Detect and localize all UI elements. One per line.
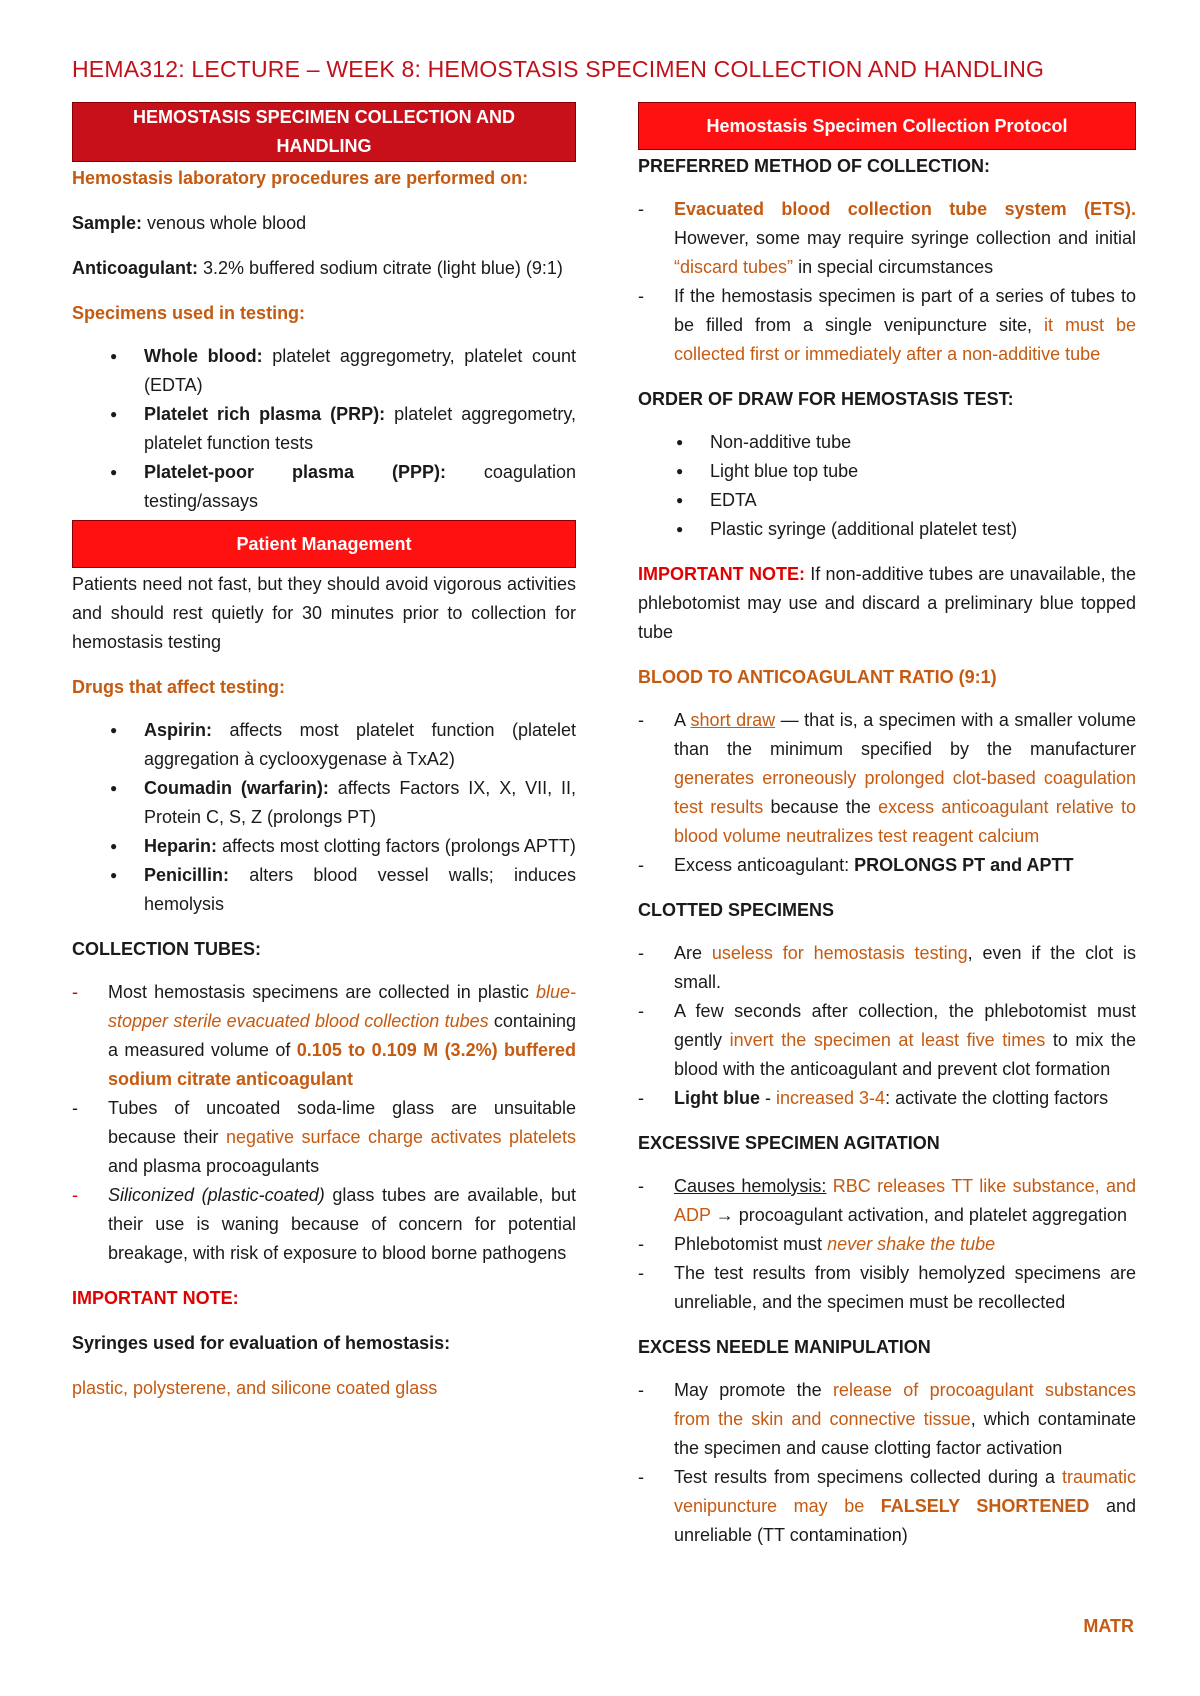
- left-column: [72, 102, 576, 1403]
- section-banner-collection: [72, 102, 576, 162]
- list-item: - Siliconized (plastic-coated) glass tubes are available, but their use is waning because of concern for potential breakage, with risk of exposure to blood borne pathogens: [72, 1185, 576, 1263]
- text: → procoagulant activation, and platelet aggregation: [710, 1205, 1127, 1225]
- list-item: [72, 400, 576, 458]
- text: increased 3-4: [775, 1088, 886, 1108]
- item-text: affects Factors IX, X, VII, II, Protein C, S, Z (prolongs PT): [144, 778, 576, 827]
- text: However, some may require syringe collection and initial: [674, 228, 1136, 248]
- list-item: - Evacuated blood collection tube system (ETS). However, some may require syringe collection and initial “discard tubes” in special circumstances: [638, 199, 1136, 277]
- text: IMPORTANT NOTE:: [638, 564, 805, 584]
- preferred-heading: PREFERRED METHOD OF COLLECTION:: [638, 156, 990, 176]
- list-item: - Phlebotomist must never shake the tube: [638, 1234, 996, 1254]
- text: FALSELY SHORTENED: [880, 1496, 1090, 1516]
- ratio-list: [638, 706, 1136, 880]
- patient-text: Patients need not fast, but they should avoid vigorous activities and should rest quietly for 30 minutes prior to collection for hemostasis testing: [72, 574, 576, 652]
- list-item: - May promote the release of procoagulant substances from the skin and connective tissue, which contaminate the specimen and cause clotting factor activation: [638, 1380, 1136, 1458]
- list-item: ● Light blue top tube: [638, 457, 1136, 486]
- text: in special circumstances: [793, 257, 994, 277]
- section-banner-protocol: Hemostasis Specimen Collection Protocol: [638, 102, 1136, 150]
- text: release of procoagulant substances from the skin and connective tissue: [674, 1380, 1136, 1429]
- text: invert the specimen at least five times: [729, 1030, 1046, 1050]
- sample-line: [72, 209, 576, 238]
- anticoagulant-value: 3.2% buffered sodium citrate (light blue) (9:1): [198, 258, 563, 278]
- ratio-heading: BLOOD TO ANTICOAGULANT RATIO (9:1): [638, 667, 997, 687]
- list-item: ● Non-additive tube: [638, 428, 1136, 457]
- agitation-heading: EXCESSIVE SPECIMEN AGITATION: [638, 1133, 940, 1153]
- important-note-heading: IMPORTANT NOTE:: [72, 1288, 239, 1308]
- text: containing a measured volume of: [108, 1011, 576, 1060]
- list-item: [72, 458, 576, 516]
- text: never shake the tube: [827, 1234, 996, 1254]
- list-item: [72, 716, 576, 774]
- text: Phlebotomist must: [674, 1234, 828, 1254]
- list-item: [72, 861, 576, 919]
- text: If non-additive tubes are unavailable, the phlebotomist may use and discard a preliminary blue topped tube: [638, 564, 1136, 642]
- text: Tubes of uncoated soda-lime glass are unsuitable because their: [108, 1098, 576, 1147]
- text: A: [674, 710, 691, 730]
- banner-line-2: HANDLING: [276, 136, 372, 156]
- syringes-heading: Syringes used for evaluation of hemostasis:: [72, 1333, 451, 1353]
- right-column: [638, 102, 1136, 1550]
- text: , even if the clot is small.: [674, 943, 1137, 992]
- list-item: - Most hemostasis specimens are collected in plastic blue-stopper sterile evacuated blood collection tubes containing a measured volume of 0.105 to 0.109 M (3.2%) buffered sodium citrate anticoagulant: [72, 982, 577, 1089]
- text: Light blue: [674, 1088, 760, 1108]
- specimens-heading: Specimens used in testing:: [72, 303, 306, 323]
- text: Most hemostasis specimens are collected in plastic: [108, 982, 536, 1002]
- anticoagulant-label: Anticoagulant:: [72, 258, 198, 278]
- list-item: - If the hemostasis specimen is part of a series of tubes to be filled from a single venipuncture site, it must be collected first or immediately after a non-additive tube: [638, 286, 1136, 364]
- important-note: [638, 560, 1136, 647]
- list-item: - Tubes of uncoated soda-lime glass are unsuitable because their negative surface charge activates platelets and plasma procoagulants: [72, 1098, 576, 1176]
- clotted-heading: CLOTTED SPECIMENS: [638, 900, 835, 920]
- order-heading: ORDER OF DRAW FOR HEMOSTASIS TEST:: [638, 389, 1014, 409]
- text: A few seconds after collection, the phlebotomist must gently: [674, 1001, 1136, 1050]
- text: excess anticoagulant relative to blood volume neutralizes test reagent calcium: [674, 797, 1136, 846]
- list-item: - Are useless for hemostasis testing, even if the clot is small.: [638, 943, 1137, 992]
- anticoagulant-line: [72, 254, 576, 283]
- item-text: affects most clotting factors (prolongs APTT): [217, 836, 576, 856]
- text: 0.105 to 0.109 M (3.2%) buffered sodium citrate anticoagulant: [108, 1040, 577, 1089]
- item-label: Whole blood:: [144, 346, 263, 366]
- list-item: - Light blue - increased 3-4: activate the clotting factors: [638, 1088, 1109, 1108]
- page-title: HEMA312: LECTURE – WEEK 8: HEMOSTASIS SPECIMEN COLLECTION AND HANDLING: [72, 56, 1045, 82]
- collection-tubes-heading: COLLECTION TUBES:: [72, 939, 261, 959]
- list-item: - Causes hemolysis: RBC releases TT like substance, and ADP → procoagulant activation, and platelet aggregation: [638, 1176, 1137, 1225]
- sample-value: venous whole blood: [142, 213, 307, 233]
- banner-line-1: HEMOSTASIS SPECIMEN COLLECTION AND: [132, 107, 516, 127]
- text: : activate the clotting factors: [885, 1088, 1109, 1108]
- text: Excess anticoagulant:: [674, 855, 855, 875]
- specimens-list: [72, 342, 576, 516]
- text: “discard tubes”: [674, 257, 794, 277]
- text: traumatic venipuncture may be: [674, 1467, 1136, 1516]
- performed-on-heading: Hemostasis laboratory procedures are performed on:: [72, 168, 529, 188]
- text: and plasma procoagulants: [108, 1156, 320, 1176]
- text: generates erroneously prolonged clot-based coagulation test results: [674, 768, 1136, 817]
- list-item: ● Plastic syringe (additional platelet test): [638, 515, 1136, 544]
- list-item: [72, 832, 576, 861]
- text: The test results from visibly hemolyzed specimens are unreliable, and the specimen must be recollected: [674, 1263, 1136, 1312]
- list-item: - A short draw — that is, a specimen with a smaller volume than the minimum specified by the manufacturer generates erroneously prolonged clot-based coagulation test results because the excess anticoagulant relative to blood volume neutralizes test reagent calcium: [638, 710, 1136, 846]
- text: , which contaminate the specimen and cause clotting factor activation: [674, 1409, 1136, 1458]
- text: it must be collected first or immediately after a non-additive tube: [674, 315, 1136, 364]
- list-item: [72, 774, 576, 832]
- item-label: Penicillin:: [144, 865, 230, 885]
- text: Causes hemolysis:: [674, 1176, 827, 1196]
- section-banner-patient: Patient Management: [72, 520, 576, 568]
- item-text: affects most platelet function (platelet aggregation à cyclooxygenase à TxA2): [144, 720, 576, 769]
- footer-initials: MATR: [1083, 1616, 1134, 1636]
- list-item: - The test results from visibly hemolyzed specimens are unreliable, and the specimen must be recollected: [638, 1263, 1136, 1312]
- text: PROLONGS PT and APTT: [854, 855, 1074, 875]
- text: negative surface charge activates platelets: [225, 1127, 576, 1147]
- syringes-text: plastic, polysterene, and silicone coated glass: [72, 1378, 438, 1398]
- text: RBC releases TT like substance, and ADP: [674, 1176, 1137, 1225]
- item-label: Platelet rich plasma (PRP):: [144, 404, 386, 424]
- list-item: ● EDTA: [638, 486, 1136, 515]
- item-text: platelet aggregometry, platelet function tests: [144, 404, 576, 453]
- text: If the hemostasis specimen is part of a series of tubes to be filled from a single venipuncture site,: [674, 286, 1136, 335]
- item-text: platelet aggregometry, platelet count (EDTA): [144, 346, 576, 395]
- collection-tubes-list: [72, 978, 576, 1268]
- preferred-list: [638, 195, 1136, 369]
- order-list: [638, 428, 1136, 544]
- text: — that is, a specimen with a smaller volume than the minimum specified by the manufacturer: [674, 710, 1136, 759]
- drugs-list: [72, 716, 576, 919]
- text: glass tubes are available, but their use is waning because of concern for potential breakage, with risk of exposure to blood borne pathogens: [108, 1185, 576, 1263]
- text: useless for hemostasis testing: [711, 943, 968, 963]
- text: Evacuated blood collection tube system (ETS).: [674, 199, 1136, 219]
- needle-list: [638, 1376, 1136, 1550]
- list-item: [72, 342, 576, 400]
- item-label: Platelet-poor plasma (PPP):: [144, 462, 446, 482]
- needle-heading: EXCESS NEEDLE MANIPULATION: [638, 1337, 931, 1357]
- text: to mix the blood with the anticoagulant and prevent clot formation: [674, 1030, 1136, 1079]
- item-label: Coumadin (warfarin):: [144, 778, 329, 798]
- text: Are: [674, 943, 712, 963]
- list-item: - Test results from specimens collected during a traumatic venipuncture may be FALSELY SHORTENED and unreliable (TT contamination): [638, 1467, 1136, 1545]
- item-text: alters blood vessel walls; induces hemolysis: [144, 865, 576, 914]
- text: blue-stopper sterile evacuated blood collection tubes: [108, 982, 576, 1031]
- agitation-list: [638, 1172, 1136, 1317]
- clotted-list: [638, 939, 1136, 1113]
- text: Test results from specimens collected during a: [674, 1467, 1062, 1487]
- item-text: coagulation testing/assays: [144, 462, 576, 511]
- drugs-heading: Drugs that affect testing:: [72, 677, 286, 697]
- list-item: - Excess anticoagulant: PROLONGS PT and APTT: [638, 855, 1074, 875]
- text: and unreliable (TT contamination): [674, 1496, 1136, 1545]
- text: Siliconized (plastic-coated): [108, 1185, 325, 1205]
- text: because the: [763, 797, 879, 817]
- text: -: [759, 1088, 776, 1108]
- item-label: Heparin:: [144, 836, 218, 856]
- text: May promote the: [674, 1380, 833, 1400]
- item-label: Aspirin:: [144, 720, 213, 740]
- sample-label: Sample:: [72, 213, 143, 233]
- text: short draw: [690, 710, 776, 730]
- list-item: - A few seconds after collection, the phlebotomist must gently invert the specimen at least five times to mix the blood with the anticoagulant and prevent clot formation: [638, 1001, 1136, 1079]
